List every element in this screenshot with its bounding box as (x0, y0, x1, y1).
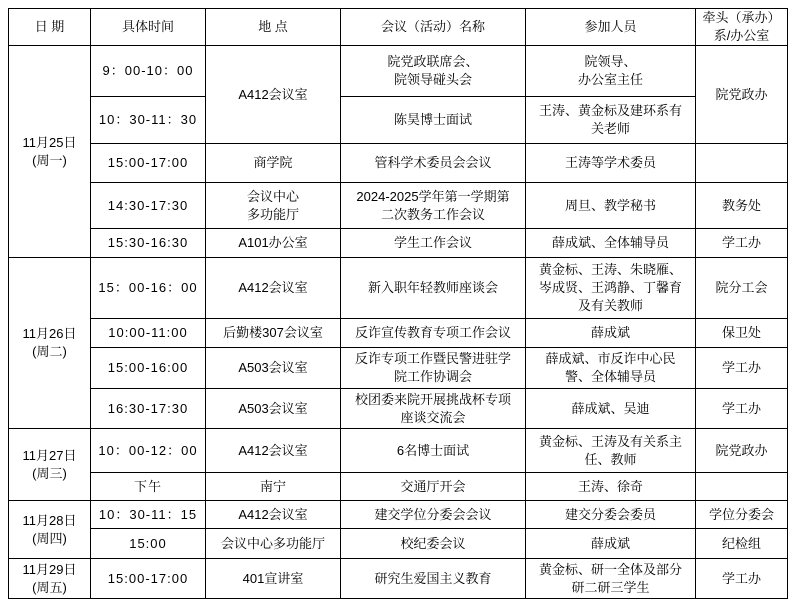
meeting-name-cell: 院党政联席会、 院领导碰头会 (341, 46, 526, 97)
date-cell: 11月29日 (周五) (9, 559, 91, 599)
location-cell: A503会议室 (206, 389, 341, 429)
participants-cell: 建交分委会委员 (526, 501, 696, 529)
participants-cell: 黄金标、王涛、朱晓雁、 岑成贤、王鸿静、丁馨育 及有关教师 (526, 258, 696, 319)
location-cell: 南宁 (206, 473, 341, 501)
time-cell: 9：00-10：00 (91, 46, 206, 97)
meeting-name-cell: 研究生爱国主义教育 (341, 559, 526, 599)
department-cell: 纪检组 (696, 529, 788, 559)
participants-cell: 薛成斌、市反诈中心民 警、全体辅导员 (526, 348, 696, 389)
time-cell: 10:00-11:00 (91, 319, 206, 348)
participants-cell: 黄金标、王涛及有关系主 任、教师 (526, 429, 696, 473)
table-row (9, 97, 788, 144)
location-cell: A412会议室 (206, 258, 341, 319)
table-row (9, 389, 788, 429)
table-row (9, 348, 788, 389)
table-row (9, 429, 788, 473)
department-cell-empty (696, 473, 788, 501)
date-cell: 11月25日 (周一) (9, 46, 91, 258)
location-cell: A412会议室 (206, 46, 341, 144)
meeting-name-cell: 陈昊博士面试 (341, 97, 526, 144)
meeting-name-cell: 学生工作会议 (341, 229, 526, 258)
meeting-name-cell: 6名博士面试 (341, 429, 526, 473)
meeting-name-cell: 反诈宣传教育专项工作会议 (341, 319, 526, 348)
participants-cell: 薛成斌、全体辅导员 (526, 229, 696, 258)
department-cell: 学工办 (696, 389, 788, 429)
location-cell: 商学院 (206, 144, 341, 183)
table-row (9, 559, 788, 599)
time-cell: 15:30-16:30 (91, 229, 206, 258)
participants-cell: 院领导、 办公室主任 (526, 46, 696, 97)
location-cell: A503会议室 (206, 348, 341, 389)
department-cell: 教务处 (696, 183, 788, 229)
department-cell: 院分工会 (696, 258, 788, 319)
table-row (9, 144, 788, 183)
location-cell: A412会议室 (206, 429, 341, 473)
meeting-name-cell: 新入职年轻教师座谈会 (341, 258, 526, 319)
time-cell: 10：30-11：30 (91, 97, 206, 144)
meeting-name-cell: 管科学术委员会会议 (341, 144, 526, 183)
time-cell: 15：00-16：00 (91, 258, 206, 319)
table-row (9, 319, 788, 348)
location-cell: A412会议室 (206, 501, 341, 529)
location-cell: 401宣讲室 (206, 559, 341, 599)
time-cell: 10：00-12：00 (91, 429, 206, 473)
header-department: 牵头（承办） 系/办公室 (696, 9, 788, 46)
header-location: 地 点 (206, 9, 341, 46)
time-cell: 15:00-17:00 (91, 559, 206, 599)
date-cell: 11月28日 (周四) (9, 501, 91, 559)
time-cell: 10：30-11：15 (91, 501, 206, 529)
time-cell: 下午 (91, 473, 206, 501)
meeting-name-cell: 校纪委会议 (341, 529, 526, 559)
participants-cell: 王涛、黄金标及建环系有 关老师 (526, 97, 696, 144)
time-cell: 15:00-17:00 (91, 144, 206, 183)
meeting-name-cell: 建交学位分委会会议 (341, 501, 526, 529)
participants-cell: 王涛等学术委员 (526, 144, 696, 183)
meeting-name-cell: 2024-2025学年第一学期第 二次教务工作会议 (341, 183, 526, 229)
header-meeting-name: 会议（活动）名称 (341, 9, 526, 46)
location-cell: A101办公室 (206, 229, 341, 258)
department-cell: 保卫处 (696, 319, 788, 348)
department-cell: 学工办 (696, 559, 788, 599)
location-cell: 后勤楼307会议室 (206, 319, 341, 348)
header-participants: 参加人员 (526, 9, 696, 46)
department-cell: 院党政办 (696, 429, 788, 473)
meeting-name-cell: 校团委来院开展挑战杯专项 座谈交流会 (341, 389, 526, 429)
table-row (9, 46, 788, 97)
table-row (9, 501, 788, 529)
table-row (9, 183, 788, 229)
participants-cell: 周旦、教学秘书 (526, 183, 696, 229)
department-cell: 学位分委会 (696, 501, 788, 529)
table-row (9, 473, 788, 501)
time-cell: 15:00 (91, 529, 206, 559)
table-row (9, 229, 788, 258)
participants-cell: 薛成斌、吴迪 (526, 389, 696, 429)
table-row (9, 529, 788, 559)
time-cell: 15:00-16:00 (91, 348, 206, 389)
meeting-name-cell: 反诈专项工作暨民警进驻学 院工作协调会 (341, 348, 526, 389)
department-cell: 学工办 (696, 348, 788, 389)
time-cell: 16:30-17:30 (91, 389, 206, 429)
time-cell: 14:30-17:30 (91, 183, 206, 229)
header-time: 具体时间 (91, 9, 206, 46)
table-row (9, 258, 788, 319)
schedule-table (8, 8, 788, 599)
location-cell: 会议中心 多功能厅 (206, 183, 341, 229)
participants-cell: 黄金标、研一全体及部分 研二研三学生 (526, 559, 696, 599)
header-row (9, 9, 788, 46)
location-cell: 会议中心多功能厅 (206, 529, 341, 559)
date-cell: 11月27日 (周三) (9, 429, 91, 501)
department-cell: 院党政办 (696, 46, 788, 144)
participants-cell: 王涛、徐奇 (526, 473, 696, 501)
department-cell-empty (696, 144, 788, 183)
department-cell: 学工办 (696, 229, 788, 258)
participants-cell: 薛成斌 (526, 529, 696, 559)
date-cell: 11月26日 (周二) (9, 258, 91, 429)
meeting-name-cell: 交通厅开会 (341, 473, 526, 501)
header-date: 日 期 (9, 9, 91, 46)
participants-cell: 薛成斌 (526, 319, 696, 348)
